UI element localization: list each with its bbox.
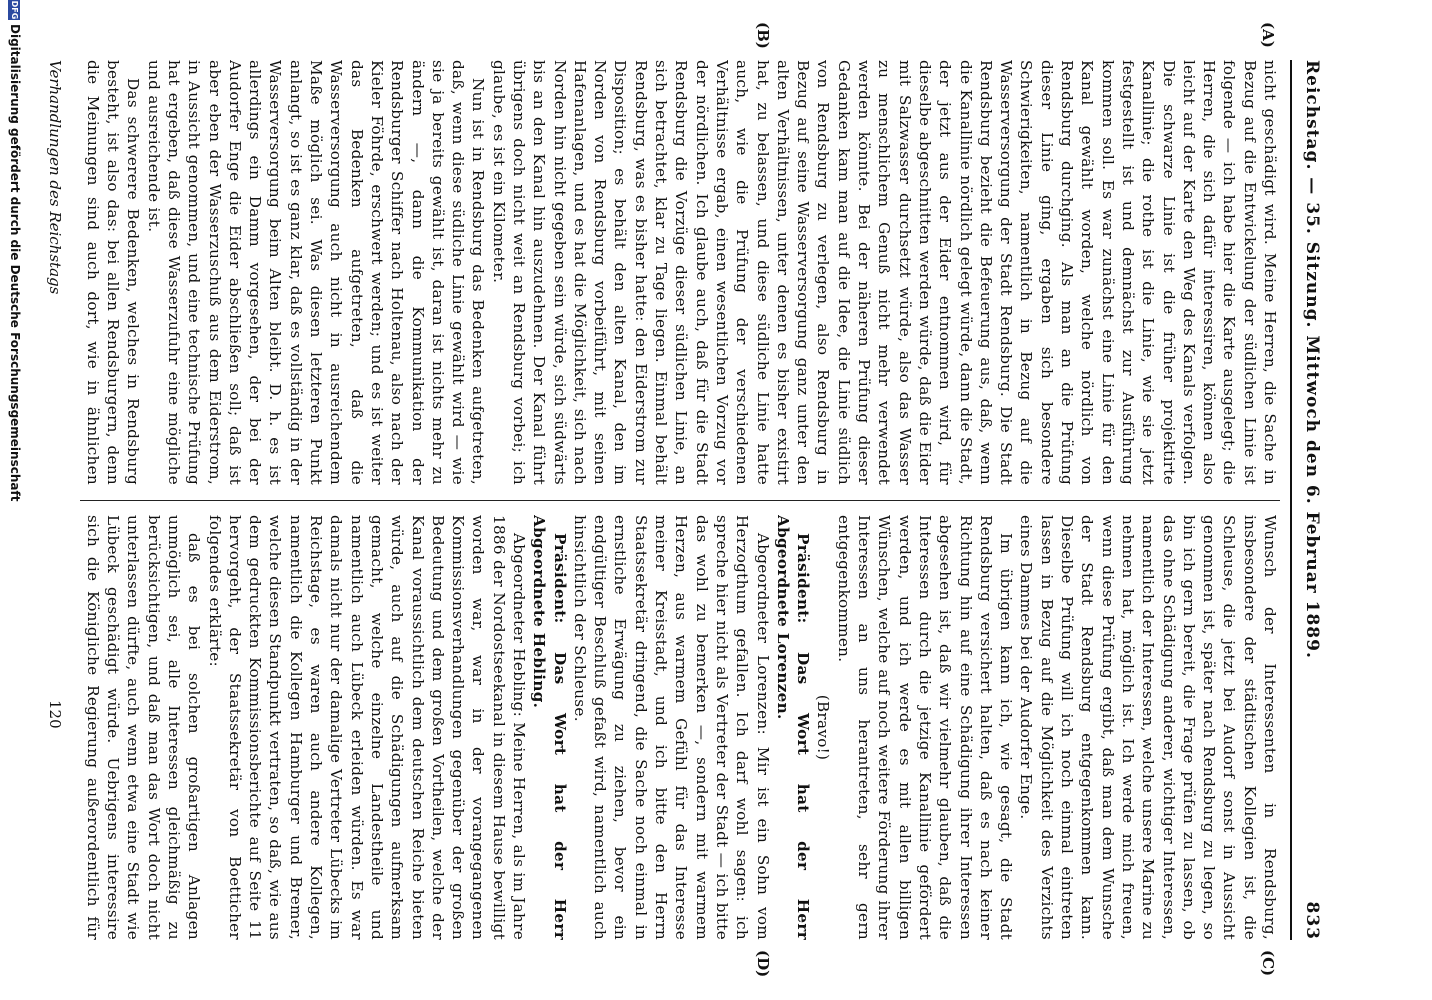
- margin-letter-c: (C): [1259, 950, 1277, 977]
- left-text-column: [80, 60, 1280, 485]
- column-divider: [80, 500, 1280, 501]
- right-page-number: 120: [46, 700, 64, 729]
- left-footer-note: Verhandlungen des Reichstags: [46, 60, 64, 295]
- page-header: [1292, 60, 1322, 940]
- left-paragraph-1: nicht geschädigt wird. Meine Herren, die Sache in Bezug auf die Entwickelung der südlichen Linie ist folgende — ich habe hier die Karte ausgelegt; die Herren, die sich dafür interessiren, können also leicht auf der Karte den Weg des Kanals verfolgen. Die schwarze Linie ist die früher projektirte Kanallinie; die rothe ist die Linie, wie sie jetzt festgestellt ist und demnächst zur Ausführung kommen soll. Es war zunächst eine Linie für den Kanal gewählt worden, welche nördlich von Rendsburg durchging. Als man an die Prüfung dieser Linie ging, ergaben sich besondere Schwierigkeiten, namentlich in Bezug auf die Wasserversorgung der Stadt Rendsburg. Die Stadt Rendsburg bezieht die Befeuerung aus, daß, wenn die Kanallinie nördlich gelegt würde, dann die Stadt, der jetzt aus der Eider entnommen wird, für dieselbe abgeschnitten werden würde, daß die Eider mit Salzwasser durchsetzt würde, also das Wasser zu menschlichem Genuß nicht mehr verwendet werden könnte. Bei der näheren Prüfung dieser Gedanken kam man auf die Idee, die Linie südlich von Rendsburg zu verlegen, also Rendsburg in Bezug auf seine Wasserversorgung ganz unter den alten Verhältnissen, unter denen es bisher existirt hat, zu belassen, und diese südliche Linie hatte auch, wie die Prüfung der verschiedenen Verhältnisse ergab, einen wesentlichen Vorzug vor der nördlichen. Ich glaube auch, daß für die Stadt Rendsburg die Vorzüge dieser südlichen Linie, an sich betrachtet, klar zu Tage liegen. Einmal behält Rendsburg, was es bisher hatte: den Eiderstrom zur Disposition; es behält den alten Kanal, den im Norden von Rendsburg vorbeiführt, mit seinen Hafenanlagen, und es hat die Möglichkeit, sich nach Norden hin nicht gegeben sein würde, sich südwärts bis an den Kanal hin auszudehnen. Der Kanal führt übrigens doch nicht weit an Rendsburg vorbei; ich glaube, es ist ein Kilometer.: [489, 60, 1279, 485]
- right-paragraph-2: Im übrigen kann ich, wie gesagt, die Stadt Rendsburg versichert halten, daß es nach keiner Richtung hin auf eine Schädigung ihrer Interessen abgesehen ist, daß wir vielmehr glauben, daß die Interessen durch die jetzige Kanallinie gefördert werden, und ich werde es mit allen billigen Wünschen, welche auf noch weitere Förderung ihrer Interessen an uns herantreten, sehr gern entgegenkommen.: [834, 515, 1016, 940]
- right-paragraph-6: Präsident: Das Wort hat der Herr Abgeordnete Hebling.: [530, 515, 569, 940]
- right-text-column: [80, 515, 1280, 940]
- right-paragraph-3: (Bravo!): [814, 694, 833, 761]
- footer-text: Digitalisierung gefördert durch die Deutsche Forschungsgemeinschaft: [8, 24, 22, 502]
- header-title: Reichstag. — 35. Sitzung. Mittwoch den 6. Februar 1889.: [1302, 60, 1322, 659]
- dfg-logo-icon: DFG: [10, 0, 20, 20]
- right-paragraph-4: Präsident: Das Wort hat der Herr Abgeordnete Lorenzen.: [773, 515, 813, 940]
- left-paragraph-3: Das schwerere Bedenken, welches in Rendsburg besteht, ist also das: bei allen Rendsburgern, denn die Meinungen sind auch dort, wie in ähnlichen: [83, 60, 143, 485]
- right-paragraph-7: Abgeordneter Hebling: Meine Herren, als im Jahre 1886 der Nordostseekanal in diesem Hause bewilligt worden war, war in der vorangegangenen Kommissionsverhandlungen gegenüber der großen Bedeutung und dem großen Vortheilen, welche der Kanal voraussichtlich dem deutschen Reiche bieten würde, auch auf die Schädigungen aufmerksam gemacht, welche einzelne Landestheile und namentlich auch Lübeck erleiden würden. Es war damals nicht nur der damalige Vertreter Lübecks im Reichstage, es waren auch andere Kollegen, namentlich die Kollegen Hamburger und Bremer, welche diesen Standpunkt vertraten, so daß, wie aus dem gedruckten Kommissionsberichte auf Seite 11 hervorgeht, der Staatssekretär von Boetticher folgendes erklärte:: [205, 515, 529, 940]
- margin-letter-a: (A): [1259, 22, 1277, 48]
- right-paragraph-8: daß es bei solchen großartigen Anlagen unmöglich sei, alle Interessen gleichmäßig zu berücksichtigen, und daß man das Wort doch nicht unterlassen dürfte, auch wenn etwa eine Stadt wie Lübeck geschädigt würde. Uebrigens interessire sich die Königliche Regierung außerordentlich für: [83, 515, 204, 940]
- digitization-footer: [2, 0, 22, 1000]
- right-paragraph-1: Wunsch der Interessenten in Rendsburg, insbesondere der städtischen Kollegien ist, die Schleuse, die jetzt bei Audorf sonst in Aussicht genommen ist, später nach Rendsburg zu legen, so bin ich gern bereit, die Frage prüfen zu lassen, ob das ohne Schädigung anderer, wichtiger Interessen, namentlich der Interessen, welche unsere Marine zu nehmen hat, möglich ist. Ich werde mich freuen, wenn diese Prüfung ergibt, daß man dem Wunsche der Stadt Rendsburg entgegenkommen kann. Dieselbe Prüfung will ich noch einmal eintreten lassen in Bezug auf die Möglichkeit des Verzichts eines Dammes bei der Audorfer Enge.: [1017, 515, 1279, 940]
- header-page-number: 833: [1302, 901, 1322, 940]
- margin-letter-d: (D): [754, 950, 772, 978]
- right-paragraph-5: Abgeordneter Lorenzen: Mir ist ein Sohn vom Herzogthum gefallen. Ich darf wohl sagen: ich spreche hier nicht als Vertreter der Stadt — ich bitte das wohl zu bemerken —, sondern mit warmem Herzen, aus warmem Gefühl für das Interesse meiner Kreisstadt, und ich bitte den Herrn Staatssekretär dringend, die Sache noch einmal in ernstliche Erwägung zu ziehen, bevor ein endgültiger Beschluß gefaßt wird, namentlich auch hinsichtlich der Schleuse.: [570, 515, 772, 940]
- margin-letter-b: (B): [754, 22, 772, 49]
- left-paragraph-2: Nun ist in Rendsburg das Bedenken aufgetreten, daß, wenn diese südliche Linie gewählt wird — wie sie ja bereits gewählt ist, daran ist nichts mehr zu ändern —, dann die Kommunikation der Rendsburger Schiffer nach Holtenau, also nach der Kieler Föhrde, erschwert werden; und es ist weiter das Bedenken aufgetreten, daß die Wasserversorgung auch nicht in ausreichendem Maße möglich sei. Was diesen letzteren Punkt anlangt, so ist es ganz klar, daß es vollständig in der Wasserversorgung beim Alten bleibt. D. h. es ist allerdings ein Damm vorgesehen, der bei der Audorfer Enge die Eider abschließen soll; daß ist aber eben der Wasserzuschuß aus dem Eiderstrom, in Aussicht genommen, und eine technische Prüfung hat ergeben, daß diese Wasserzufuhr eine mögliche und ausreichende ist.: [144, 60, 488, 485]
- header-rule: [1290, 60, 1292, 940]
